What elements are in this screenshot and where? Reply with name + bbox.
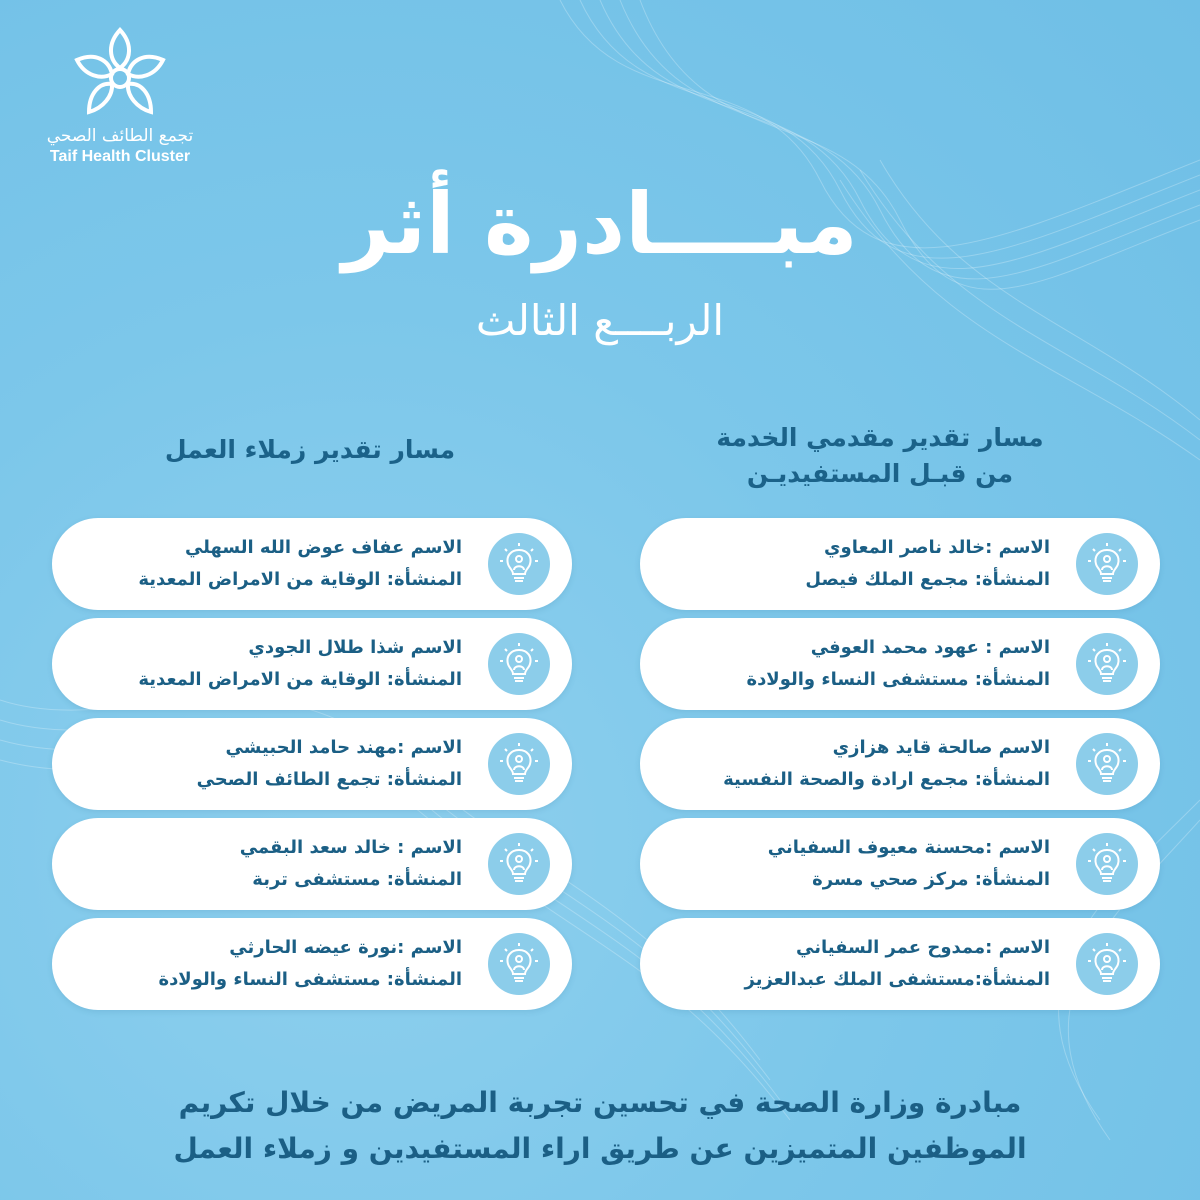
card-name: الاسم :خالد ناصر المعاوي <box>824 537 1050 558</box>
right-card-3 <box>640 718 1160 810</box>
card-name: الاسم :محسنة معيوف السفياني <box>767 837 1050 858</box>
footer-text <box>0 1080 1200 1172</box>
card-facility: المنشأة: مستشفى تربة <box>252 869 462 890</box>
lightbulb-person-icon <box>1076 833 1138 895</box>
card-facility: المنشأة: مجمع الملك فيصل <box>805 569 1050 590</box>
card-facility: المنشأة: مستشفى النساء والولادة <box>746 669 1050 690</box>
footer-line2: الموظفين المتميزين عن طريق اراء المستفيدين و زملاء العمل <box>173 1132 1027 1165</box>
taif-star-logo-icon <box>65 22 175 122</box>
card-name: الاسم :نورة عيضه الحارثي <box>229 937 462 958</box>
right-card-5 <box>640 918 1160 1010</box>
lightbulb-person-icon <box>1076 633 1138 695</box>
right-card-4 <box>640 818 1160 910</box>
card-facility: المنشأة: مركز صحي مسرة <box>812 869 1050 890</box>
card-name: الاسم عفاف عوض الله السهلي <box>184 537 462 558</box>
card-facility: المنشأة: مجمع ارادة والصحة النفسية <box>723 769 1050 790</box>
logo-arabic-name: تجمع الطائف الصحي <box>46 126 194 146</box>
page-title: مبــــادرة أثر <box>342 175 858 273</box>
left-card-5 <box>52 918 572 1010</box>
card-name: الاسم :ممدوح عمر السفياني <box>796 937 1050 958</box>
lightbulb-person-icon <box>488 533 550 595</box>
footer-line1: مبادرة وزارة الصحة في تحسين تجربة المريض من خلال تكريم <box>178 1086 1022 1119</box>
left-card-3 <box>52 718 572 810</box>
lightbulb-person-icon <box>488 933 550 995</box>
lightbulb-person-icon <box>1076 733 1138 795</box>
lightbulb-person-icon <box>488 833 550 895</box>
lightbulb-person-icon <box>488 633 550 695</box>
right-column-heading <box>660 420 1100 492</box>
left-column-heading: مسار تقدير زملاء العمل <box>164 435 456 464</box>
card-facility: المنشأة: الوقاية من الامراض المعدية <box>138 569 462 590</box>
card-facility: المنشأة:مستشفى الملك عبدالعزيز <box>744 969 1050 990</box>
card-name: الاسم صالحة قايد هزازي <box>832 737 1050 758</box>
lightbulb-person-icon <box>488 733 550 795</box>
left-card-4 <box>52 818 572 910</box>
lightbulb-person-icon <box>1076 533 1138 595</box>
lightbulb-person-icon <box>1076 933 1138 995</box>
card-facility: المنشأة: الوقاية من الامراض المعدية <box>138 669 462 690</box>
left-card-1 <box>52 518 572 610</box>
taif-logo <box>30 22 210 166</box>
card-facility: المنشأة: تجمع الطائف الصحي <box>196 769 462 790</box>
right-heading-line2: من قبـل المستفيديـن <box>746 459 1014 488</box>
card-name: الاسم : عهود محمد العوفي <box>810 637 1050 658</box>
card-facility: المنشأة: مستشفى النساء والولادة <box>158 969 462 990</box>
right-card-2 <box>640 618 1160 710</box>
right-card-1 <box>640 518 1160 610</box>
right-heading-line1: مسار تقدير مقدمي الخدمة <box>716 423 1044 452</box>
logo-english-name: Taif Health Cluster <box>49 148 191 165</box>
card-name: الاسم :مهند حامد الحبيشي <box>225 737 462 758</box>
page-subtitle: الربــــع الثالث <box>475 296 725 345</box>
left-card-2 <box>52 618 572 710</box>
card-name: الاسم شذا طلال الجودي <box>248 637 462 658</box>
card-name: الاسم : خالد سعد البقمي <box>239 837 462 858</box>
